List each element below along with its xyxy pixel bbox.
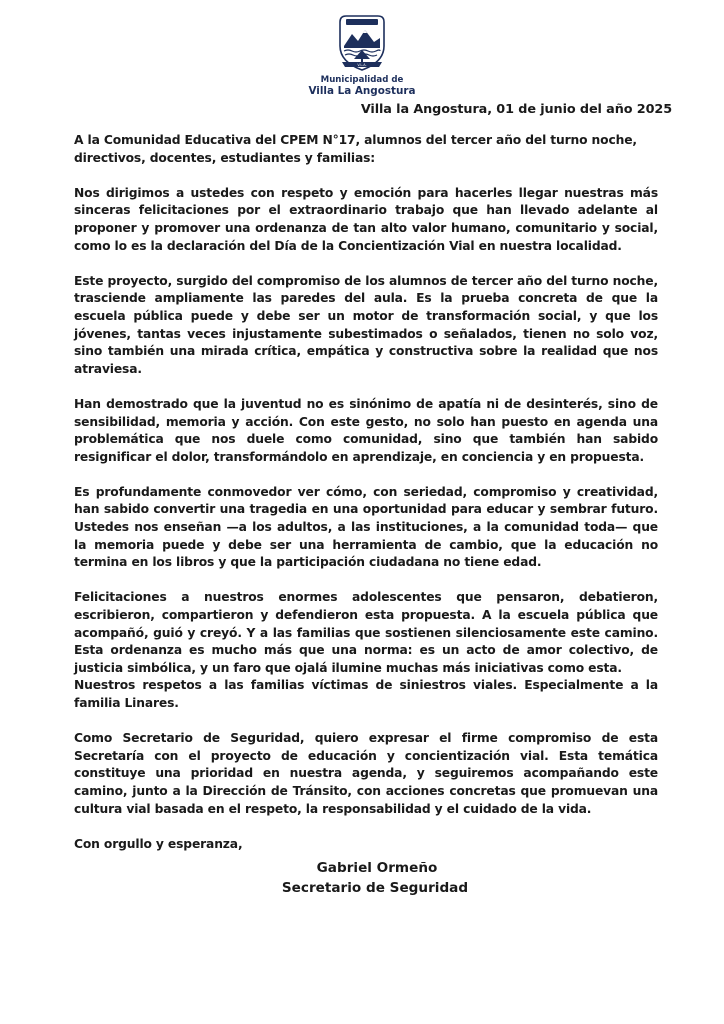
signature-block [0, 858, 724, 898]
paragraph: Es profundamente conmovedor ver cómo, con seriedad, compromiso y creatividad, han sabido convertir una tragedia en una oportunidad para educar y sembrar futuro. Ustedes nos enseñan —a los adultos, a las instituciones, a la comunidad toda— que la memoria puede y debe ser una herramienta de cambio, que la educación no termina en los libros y que la participación ciudadana no tiene edad. [74, 484, 658, 570]
letter-date: Villa la Angostura, 01 de junio del año 2025 [360, 102, 672, 117]
svg-text:V.L.A.: V.L.A. [357, 63, 367, 67]
municipality-label: Municipalidad de [320, 75, 404, 85]
paragraph: Nos dirigimos a ustedes con respeto y emoción para hacerles llegar nuestras más sinceras felicitaciones por el extraordinario trabajo que han llevado adelante al proponer y promover una ordenanza de tan alto valor humano, comunitario y social, como lo es la declaración del Día de la Concientización Vial en nuestra localidad. [74, 185, 658, 253]
signature-title: Secretario de Seguridad [281, 880, 469, 896]
salutation: A la Comunidad Educativa del CPEM N°17, alumnos del tercer año del turno noche, directivos, docentes, estudiantes y familias: [74, 133, 637, 165]
municipality-name: Villa La Angostura [308, 85, 416, 97]
letter-body [74, 132, 658, 871]
letterhead [0, 12, 724, 98]
paragraph: Como Secretario de Seguridad, quiero expresar el firme compromiso de esta Secretaría con el proyecto de educación y concientización vial. Esta temática constituye una prioridad en nuestra agenda, y seguiremos acompañando este camino, junto a la Dirección de Tránsito, con acciones concretas que promuevan una cultura vial basada en el respeto, la responsabilidad y el cuidado de la vida. [74, 731, 658, 816]
paragraph: Felicitaciones a nuestros enormes adolescentes que pensaron, debatieron, escribieron, compartieron y defendieron esta propuesta. A la escuela pública que acompañó, guió y creyó. Y a las familias que sostienen silenciosamente este camino. Esta ordenanza es mucho más que una norma: es un acto de amor colectivo, de justicia simbólica, y un faro que ojalá ilumine muchas más iniciativas como esta. [74, 590, 658, 675]
municipal-seal-icon [332, 12, 392, 74]
paragraph: Este proyecto, surgido del compromiso de los alumnos de tercer año del turno noche, trasciende ampliamente las paredes del aula. Es la prueba concreta de que la escuela pública puede y debe ser un motor de transformación social, y que los jóvenes, tantas veces injustamente subestimados o señalados, tienen no solo voz, sino también una mirada crítica, empática y constructiva sobre la realidad que nos atraviesa. [74, 273, 658, 376]
closing: Con orgullo y esperanza, [74, 836, 243, 851]
paragraph: Han demostrado que la juventud no es sinónimo de apatía ni de desinterés, sino de sensibilidad, memoria y acción. Con este gesto, no solo han puesto en agenda una problemática que nos duele como comunidad, sino que también han sabido resignificar el dolor, transformándolo en aprendizaje, en conciencia y en propuesta. [74, 396, 658, 464]
paragraph: Nuestros respetos a las familias víctimas de siniestros viales. Especialmente a la familia Linares. [74, 678, 658, 710]
signature-name: Gabriel Ormeño [316, 860, 438, 876]
